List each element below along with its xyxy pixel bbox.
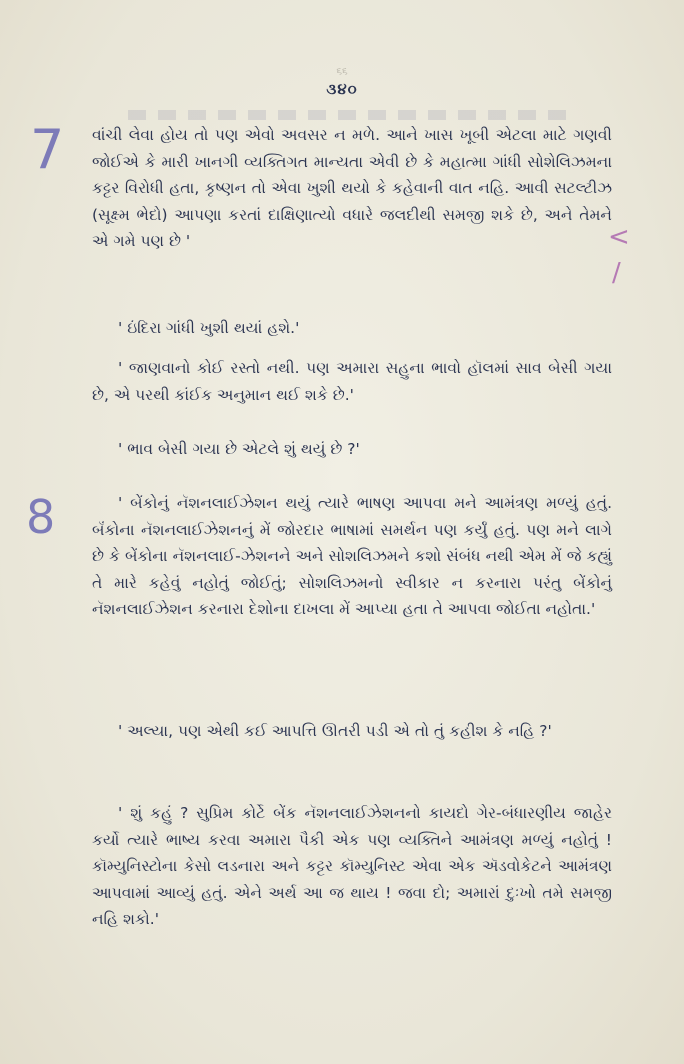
bleed-through-text: [128, 110, 568, 120]
margin-tick-mark: /: [612, 258, 621, 288]
margin-annotation-mark: 7: [30, 118, 65, 181]
paragraph: ' જાણવાનો કોઈ રસ્તો નથી. પણ અમારા સહુના ભાવો હૉલમાં સાવ બેસી ગયા છે, એ પરથી કાંઈક અનુમાન થઈ શકે છે.': [92, 359, 612, 404]
text-body: [92, 122, 612, 255]
text-body: [92, 315, 612, 342]
faint-header-mark: ૬૬: [336, 66, 348, 77]
text-body: [92, 490, 612, 623]
margin-tick-mark: <: [608, 222, 630, 252]
page-number: ૩૪૦: [326, 80, 358, 98]
text-body: [92, 436, 612, 463]
text-body: [92, 800, 612, 933]
paragraph: ' અલ્યા, પણ એથી કઈ આપત્તિ ઊતરી પડી એ તો તું કહીશ કે નહિ ?': [118, 722, 552, 740]
paragraph: ' શું કહું ? સુપ્રિમ કોર્ટે બેંક નૅશનલાઈઝેશનનો કાયદો ગેર-બંધારણીય જાહેર કર્યો ત્યારે ભાષ્ય કરવા અમારા પૈકી એક પણ વ્યક્તિને આમંત્રણ મળ્યું નહોતું ! કૉમ્યુનિસ્ટોના કેસો લડનારા અને કટ્ટર કૉમ્યુનિસ્ટ એવા એક ઍડવોકેટને આમંત્રણ આપવામાં આવ્યું હતું. એને અર્થ આ જ થાય ! જવા દો; અમારાં દુઃખો તમે સમજી નહિ શકો.': [92, 804, 612, 928]
margin-annotation-mark: 8: [26, 490, 56, 544]
paragraph: ' બેંકોનું નૅશનલાઈઝેશન થયું ત્યારે ભાષણ આપવા મને આમંત્રણ મળ્યું હતું. બૅંકોના નૅશનલાઈઝેશનનું મેં જોરદાર ભાષામાં સમર્થન પણ કર્યું હતું. પણ મને લાગે છે કે બેંકોના નૅશનલાઈ-ઝેશનને અને સોશલિઝમને કશો સંબંધ નથી એમ મેં જે કહ્યું તે મારે કહેવું નહોતું જોઈતું; સોશલિઝમનો સ્વીકાર ન કરનારા પરંતુ બેંકોનું નૅશનલાઈઝેશન કરનારા દેશોના દાખલા મેં આપ્યા હતા તે આપવા જોઈતા નહોતા.': [92, 494, 612, 618]
paragraph: વાંચી લેવા હોય તો પણ એવો અવસર ન મળે. આને ખાસ ખૂબી એટલા માટે ગણવી જોઈએ કે મારી ખાનગી વ્યક્તિગત માન્યતા એવી છે કે મહાત્મા ગાંધી સોશેલિઝમના કટ્ટર વિરોધી હતા, કૃષ્ણન તો એવા ખુશી થયો કે કહેવાની વાત નહિ. આવી સટલ્ટીઝ (સૂક્ષ્મ ભેદો) આપણા કરતાં દાક્ષિણાત્યો વધારે જલદીથી સમજી શકે છે, અને તેમને એ ગમે પણ છે ': [92, 126, 612, 250]
text-body: [92, 718, 612, 745]
text-body: [92, 355, 612, 408]
paragraph: ' ભાવ બેસી ગયા છે એટલે શું થયું છે ?': [118, 440, 360, 458]
paragraph: ' ઇંદિરા ગાંધી ખુશી થયાં હશે.': [118, 319, 300, 337]
